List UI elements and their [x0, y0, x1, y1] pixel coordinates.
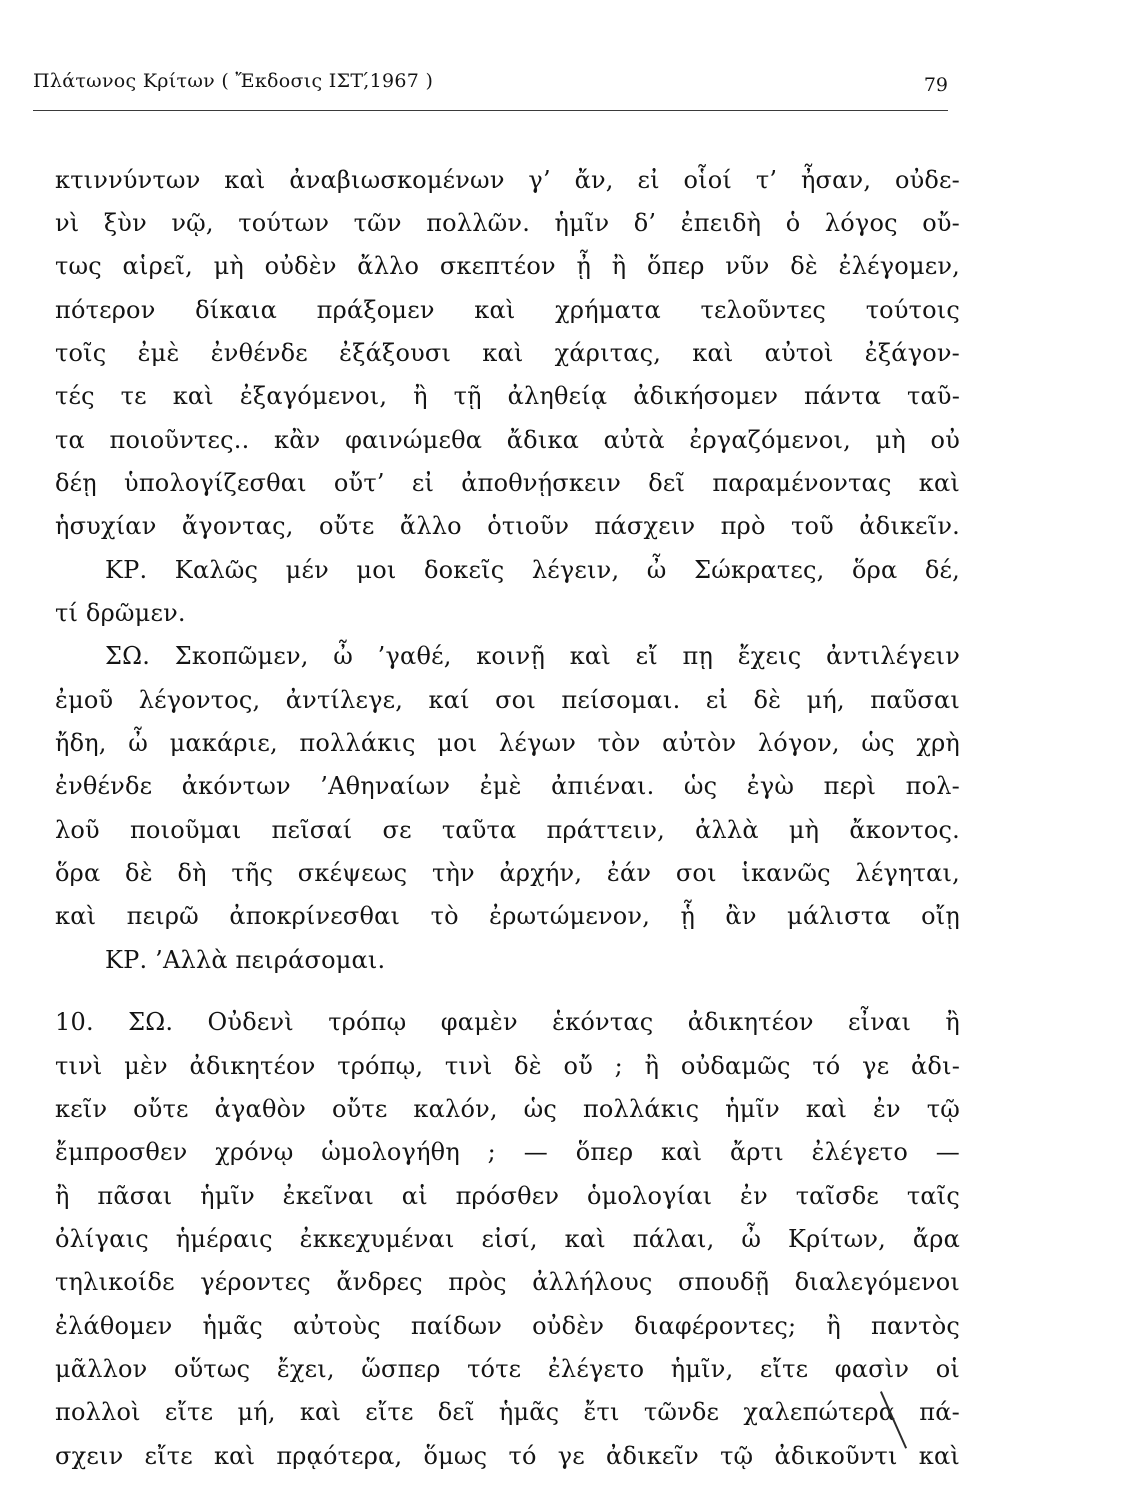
text-line: καὶ πειρῶ ἀποκρίνεσθαι τὸ ἐρωτώμενον, ᾗ ἂν μάλιστα οἴῃ: [55, 902, 960, 930]
text-line: τα ποιοῦντες.. κἂν φαινώμεθα ἄδικα αὐτὰ ἐργαζόμενοι, μὴ οὐ: [55, 426, 960, 454]
text-line: μᾶλλον οὕτως ἔχει, ὥσπερ τότε ἐλέγετο ἡμῖν, εἴτε φασὶν οἱ: [55, 1355, 960, 1383]
text-line: ἡσυχίαν ἄγοντας, οὔτε ἄλλο ὁτιοῦν πάσχειν πρὸ τοῦ ἀδικεῖν.: [55, 512, 960, 540]
running-head: Πλάτωνος Κρίτων ( Ἔκδοσις ΙΣΤ,́1967 ): [33, 70, 434, 92]
page-header: [33, 60, 948, 100]
text-line: ἢ πᾶσαι ἡμῖν ἐκεῖναι αἱ πρόσθεν ὁμολογίαι ἐν ταῖσδε ταῖς: [55, 1182, 960, 1210]
speaker-line: ΣΩ. Σκοπῶμεν, ὦ ’γαθέ, κοινῇ καὶ εἴ πῃ ἔχεις ἀντιλέγειν: [105, 642, 960, 670]
header-rule: [33, 110, 948, 111]
speaker-line: ΚΡ. Καλῶς μέν μοι δοκεῖς λέγειν, ὦ Σώκρατες, ὅρα δέ,: [105, 556, 960, 584]
text-line: τινὶ μὲν ἀδικητέον τρόπῳ, τινὶ δὲ οὔ ; ἢ οὐδαμῶς τό γε ἀδι-: [55, 1052, 960, 1080]
page-number: 79: [923, 74, 948, 96]
text-line: σχειν εἴτε καὶ πρᾳότερα, ὅμως τό γε ἀδικεῖν τῷ ἀδικοῦντι καὶ: [55, 1442, 960, 1470]
text-line: τοῖς ἐμὲ ἐνθένδε ἐξάξουσι καὶ χάριτας, καὶ αὐτοὶ ἐξάγον-: [55, 339, 960, 367]
text-line: τως αἱρεῖ, μὴ οὐδὲν ἄλλο σκεπτέον ᾖ ἢ ὅπερ νῦν δὲ ἐλέγομεν,: [55, 252, 960, 280]
text-line: νὶ ξὺν νῷ, τούτων τῶν πολλῶν. ἡμῖν δ’ ἐπειδὴ ὁ λόγος οὔ-: [55, 209, 960, 237]
text-line: ὅρα δὲ δὴ τῆς σκέψεως τὴν ἀρχήν, ἐάν σοι ἱκανῶς λέγηται,: [55, 859, 960, 887]
text-line: ἔμπροσθεν χρόνῳ ὡμολογήθη ; — ὅπερ καὶ ἄρτι ἐλέγετο —: [55, 1138, 960, 1166]
text-line: κτιννύντων καὶ ἀναβιωσκομένων γ’ ἄν, εἰ οἷοί τ’ ἦσαν, οὐδε-: [55, 166, 960, 194]
text-line: λοῦ ποιοῦμαι πεῖσαί σε ταῦτα πράττειν, ἀλλὰ μὴ ἄκοντος.: [55, 816, 960, 844]
text-line: ἐνθένδε ἀκόντων ’Αθηναίων ἐμὲ ἀπιέναι. ὡς ἐγὼ περὶ πολ-: [55, 772, 960, 800]
text-line: κεῖν οὔτε ἀγαθὸν οὔτε καλόν, ὡς πολλάκις ἡμῖν καὶ ἐν τῷ: [55, 1095, 960, 1123]
section-start-line: 10. ΣΩ. Οὐδενὶ τρόπῳ φαμὲν ἑκόντας ἀδικητέον εἶναι ἢ: [55, 1008, 960, 1036]
text-line: τηλικοίδε γέροντες ἄνδρες πρὸς ἀλλήλους σπουδῇ διαλεγόμενοι: [55, 1268, 960, 1296]
text-line: ἐμοῦ λέγοντος, ἀντίλεγε, καί σοι πείσομαι. εἰ δὲ μή, παῦσαι: [55, 686, 960, 714]
text-line: ἐλάθομεν ἡμᾶς αὐτοὺς παίδων οὐδὲν διαφέροντες; ἢ παντὸς: [55, 1312, 960, 1340]
text-line: τές τε καὶ ἐξαγόμενοι, ἢ τῇ ἀληθείᾳ ἀδικήσομεν πάντα ταῦ-: [55, 382, 960, 410]
text-line: ὀλίγαις ἡμέραις ἐκκεχυμέναι εἰσί, καὶ πάλαι, ὦ Κρίτων, ἄρα: [55, 1225, 960, 1253]
text-line: τί δρῶμεν.: [55, 599, 186, 627]
speaker-line: ΚΡ. ’Αλλὰ πειράσομαι.: [105, 946, 386, 974]
text-line: δέῃ ὑπολογίζεσθαι οὔτ’ εἰ ἀποθνῄσκειν δεῖ παραμένοντας καὶ: [55, 469, 960, 497]
text-line: ἤδη, ὦ μακάριε, πολλάκις μοι λέγων τὸν αὐτὸν λόγον, ὡς χρὴ: [55, 729, 960, 757]
text-line: πότερον δίκαια πράξομεν καὶ χρήματα τελοῦντες τούτοις: [55, 296, 960, 324]
text-line: πολλοὶ εἴτε μή, καὶ εἴτε δεῖ ἡμᾶς ἔτι τῶνδε χαλεπώτερα πά-: [55, 1398, 960, 1426]
